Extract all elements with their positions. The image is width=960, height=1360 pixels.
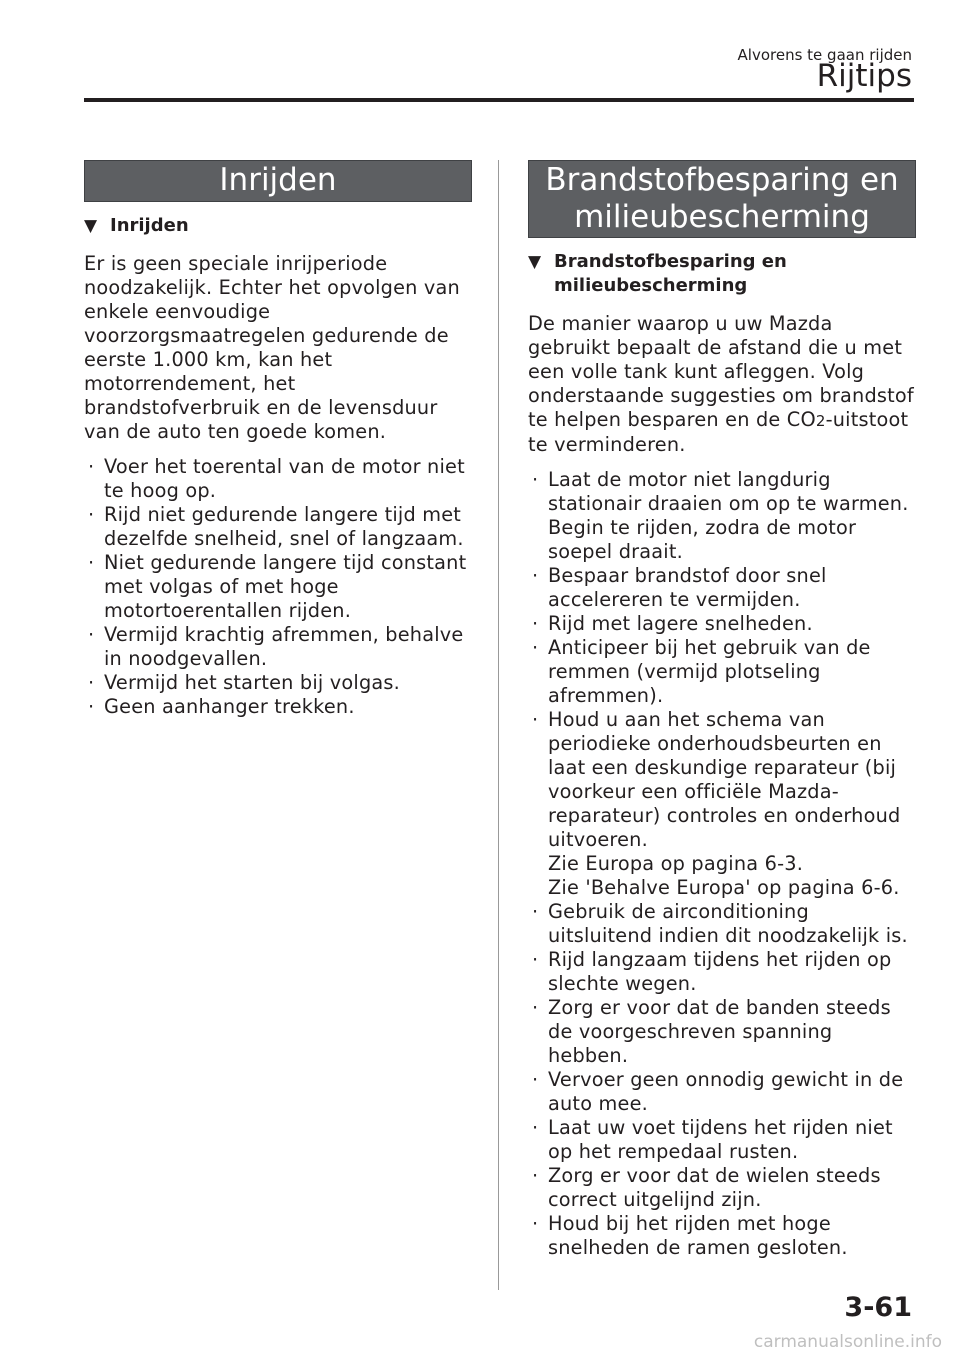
page-number: 3-61 xyxy=(844,1292,912,1323)
bullet-icon: · xyxy=(88,455,95,478)
subheading-inrijden xyxy=(84,214,472,238)
bullet-icon: · xyxy=(532,1212,539,1235)
column-divider xyxy=(498,160,499,1290)
list-item: · Vermijd het starten bij volgas. xyxy=(88,671,400,694)
list-item: · Anticipeer bij het gebruik van de remmen (vermijd plotseling afremmen). xyxy=(532,636,871,707)
list-item: · Laat de motor niet langdurig stationair draaien om op te warmen. Begin te rijden, zodra de motor soepel draait. xyxy=(532,468,909,563)
list-item: · Voer het toerental van de motor niet te hoog op. xyxy=(88,455,465,502)
bullet-icon: · xyxy=(532,564,539,587)
subheading-line: Brandstofbesparing en xyxy=(554,251,787,272)
list-item: · Houd u aan het schema van periodieke onderhoudsbeurten en laat een deskundige reparateur (bij voorkeur een officiële Mazda-reparateur) controles en onderhoud uitvoeren. Zie Europa op pagina 6-3. Zie 'Behalve Europa' op pagina 6-6. xyxy=(528,708,916,900)
subheading-text: Inrijden xyxy=(110,215,189,236)
page-reference[interactable]: Zie Europa op pagina 6-3. xyxy=(548,852,804,875)
list-item: · Rijd met lagere snelheden. xyxy=(532,612,813,635)
intro-paragraph: De manier waarop u uw Mazda gebruikt bepaalt de afstand die u met een volle tank kunt afleggen. Volg onderstaande suggesties om brandstof te helpen besparen en de CO2-uitstoot te verminderen. xyxy=(528,312,914,456)
bullet-icon: · xyxy=(532,468,539,491)
chapter-title: Rijtips xyxy=(816,58,912,94)
bullet-icon: · xyxy=(532,900,539,923)
page-reference[interactable]: Zie 'Behalve Europa' op pagina 6-6. xyxy=(548,876,900,899)
left-column xyxy=(84,160,472,719)
bullet-icon: · xyxy=(532,1068,539,1091)
bullet-icon: · xyxy=(532,948,539,971)
triangle-icon: ▼ xyxy=(84,216,98,236)
bullet-icon: · xyxy=(88,671,95,694)
list-item: · Vermijd krachtig afremmen, behalve in noodgevallen. xyxy=(88,623,464,670)
list-item: · Zorg er voor dat de wielen steeds correct uitgelijnd zijn. xyxy=(532,1164,881,1211)
triangle-icon: ▼ xyxy=(528,252,542,272)
bullet-icon: · xyxy=(532,996,539,1019)
banner-line: Brandstofbesparing en xyxy=(545,162,899,198)
subheading-brandstof xyxy=(528,250,916,298)
bullet-list xyxy=(84,455,472,719)
bullet-list xyxy=(528,468,916,1260)
intro-paragraph: Er is geen speciale inrijperiode noodzakelijk. Echter het opvolgen van enkele eenvoudige voorzorgsmaatregelen gedurende de eerste 1.000 km, kan het motorrendement, het brandstofverbruik en de levensduur van de auto ten goede komen. xyxy=(84,252,460,443)
list-item: · Geen aanhanger trekken. xyxy=(88,695,355,718)
banner-line: milieubescherming xyxy=(574,199,870,235)
list-item: · Houd bij het rijden met hoge snelheden de ramen gesloten. xyxy=(532,1212,848,1259)
section-title: Alvorens te gaan rijden xyxy=(737,46,912,64)
bullet-icon: · xyxy=(532,708,539,731)
list-item: · Bespaar brandstof door snel accelereren te vermijden. xyxy=(532,564,827,611)
section-banner-brandstof xyxy=(528,160,916,238)
list-item: · Laat uw voet tijdens het rijden niet op het rempedaal rusten. xyxy=(532,1116,893,1163)
list-item: · Rijd langzaam tijdens het rijden op slechte wegen. xyxy=(532,948,892,995)
list-item: · Zorg er voor dat de banden steeds de voorgeschreven spanning hebben. xyxy=(532,996,891,1067)
bullet-icon: · xyxy=(88,695,95,718)
bullet-icon: · xyxy=(532,1164,539,1187)
right-column xyxy=(528,160,916,1260)
list-item: · Niet gedurende langere tijd constant met volgas of met hoge motortoerentallen rijden. xyxy=(88,551,467,622)
bullet-icon: · xyxy=(532,1116,539,1139)
subheading-line: milieubescherming xyxy=(554,275,748,296)
watermark: carmanualsonline.info xyxy=(753,1332,942,1352)
header-rule xyxy=(84,98,914,102)
list-item: · Gebruik de airconditioning uitsluitend indien dit noodzakelijk is. xyxy=(532,900,908,947)
bullet-icon: · xyxy=(532,636,539,659)
list-item: · Vervoer geen onnodig gewicht in de auto mee. xyxy=(532,1068,904,1115)
section-banner-inrijden: Inrijden xyxy=(84,160,472,202)
bullet-icon: · xyxy=(88,551,95,574)
bullet-icon: · xyxy=(88,503,95,526)
bullet-icon: · xyxy=(532,612,539,635)
list-item: · Rijd niet gedurende langere tijd met dezelfde snelheid, snel of langzaam. xyxy=(88,503,464,550)
bullet-icon: · xyxy=(88,623,95,646)
